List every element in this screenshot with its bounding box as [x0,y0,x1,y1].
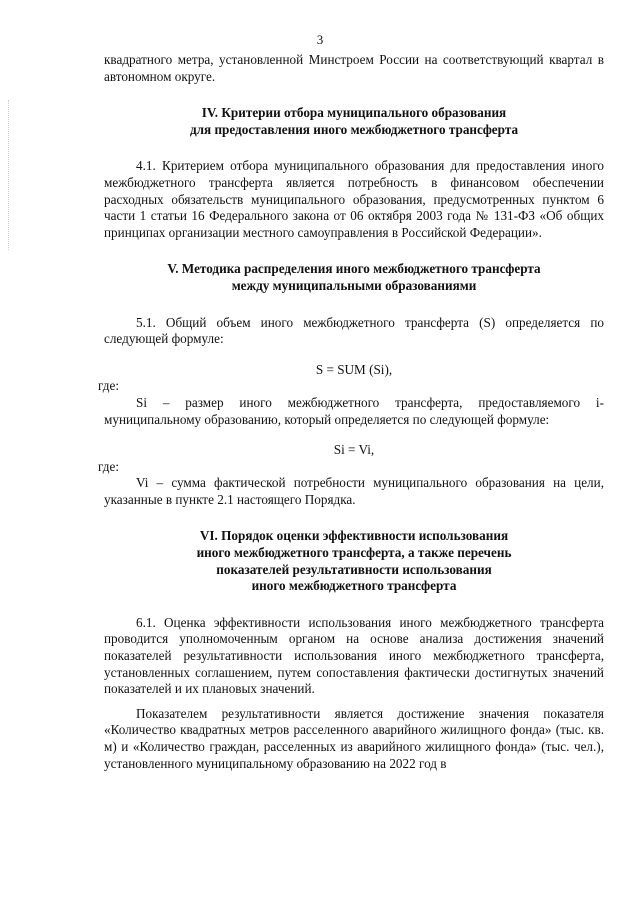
section-6-heading-line-4: иного межбюджетного трансферта [251,578,457,594]
definition-si: Si – размер иного межбюджетного трансферта, предоставляемого i-муниципальному образованию, который определяется по следующей формуле: [104,394,604,427]
page-number: 3 [316,32,324,47]
section-6-heading-line-1: VI. Порядок оценки эффективности использования [199,528,509,544]
section-6-heading-line-3: показателей результативности использования [216,561,492,577]
paragraph-indicator: Показателем результативности является достижение значения показателя «Количество квадратных метров расселенного аварийного жилищного фонда» (тыс. кв. м) и «Количество граждан, расселенных из аварийного жилищного фонда» (тыс. чел.), установленного муниципальному образованию на 2022 год в [104,705,604,771]
paragraph-6-1: 6.1. Оценка эффективности использования иного межбюджетного трансферта проводится уполномоченным органом на основе анализа достижения значений показателей результативности использования иного межбюджетного трансферта, установленных соглашением, путем сопоставления фактически достигнутых значений показателей и их плановых значений. [104,614,604,697]
document-body [98,52,604,772]
intro-paragraph: квадратного метра, установленной Минстроем России на соответствующий квартал в автономном округе. [104,52,604,84]
definition-vi: Vi – сумма фактической потребности муниципального образования на цели, указанные в пункте 2.1 настоящего Порядка. [104,475,604,507]
formula-total: S = SUM (Si), [315,361,393,377]
section-5 [98,261,604,508]
where-label-1: где: [98,378,119,394]
where-label-2: где: [98,458,119,474]
section-6-heading-line-2: иного межбюджетного трансферта, а также перечень [196,545,512,561]
paragraph-5-1: 5.1. Общий объем иного межбюджетного трансферта (S) определяется по следующей формуле: [104,314,604,347]
paragraph-4-1: 4.1. Критерием отбора муниципального образования для предоставления иного межбюджетного трансферта является потребность в финансовом обеспечении расходных обязательств муниципального образования, предусмотренных пунктом 6 части 1 статьи 16 Федерального закона от 06 октября 2003 года № 131-ФЗ «Об общих принципах организации местного самоуправления в Российской Федерации». [104,158,604,240]
formula-si: Si = Vi, [333,442,375,458]
section-5-heading-line-1: V. Методика распределения иного межбюджетного трансферта [167,261,541,277]
section-4 [104,105,604,241]
section-4-heading-line-1: IV. Критерии отбора муниципального образования [201,105,507,121]
section-6 [104,528,604,772]
section-5-heading-line-2: между муниципальными образованиями [231,277,477,293]
scan-margin-marks [8,100,11,250]
section-4-heading-line-2: для предоставления иного межбюджетного трансферта [189,121,519,137]
